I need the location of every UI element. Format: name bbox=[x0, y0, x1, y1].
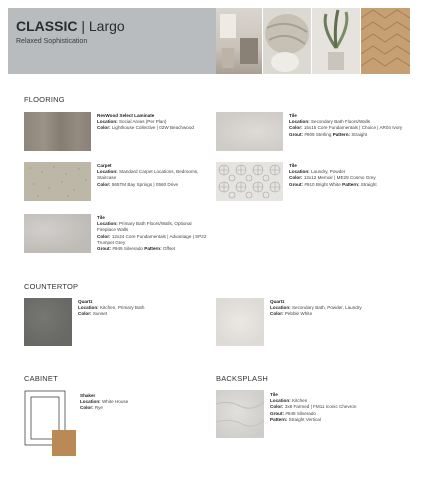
quartz-kitchen-info bbox=[78, 299, 188, 318]
section-title-cabinet: CABINET bbox=[24, 374, 58, 383]
section-title-countertop: COUNTERTOP bbox=[24, 282, 79, 291]
plant-image bbox=[312, 8, 360, 74]
location-key: Location: bbox=[270, 398, 291, 404]
pattern-key: Pattern: bbox=[332, 131, 351, 137]
item-title: Tile bbox=[270, 392, 278, 397]
tile-secondary-info bbox=[289, 113, 409, 138]
color-value: 565TM Bay Springs | 0560 Drive bbox=[111, 181, 179, 187]
location-key: Location: bbox=[289, 119, 310, 125]
tile-primary-info bbox=[97, 215, 209, 252]
brand-name: CLASSIC bbox=[16, 18, 78, 34]
color-key: Color: bbox=[289, 125, 303, 131]
item-title: Carpet bbox=[97, 163, 112, 168]
cabinet-door-swatch bbox=[24, 390, 76, 456]
pillow-photo bbox=[263, 8, 311, 74]
grout-key: Grout: bbox=[97, 246, 112, 252]
color-key: Color: bbox=[97, 233, 111, 239]
location-key: Location: bbox=[289, 169, 310, 175]
tile-laundry-info bbox=[289, 163, 409, 188]
grout-value: #948 Silverado bbox=[285, 410, 316, 416]
patterned-tile-texture bbox=[216, 162, 283, 201]
location-key: Location: bbox=[97, 169, 118, 175]
pattern-value: Straight Vertical bbox=[288, 416, 321, 422]
item-title: Tile bbox=[97, 215, 105, 220]
grout-value: #949 Silverado bbox=[112, 246, 143, 252]
item-title: Tile bbox=[289, 113, 297, 118]
shaker-door-drawing bbox=[24, 390, 76, 456]
location-value: Laundry, Powder bbox=[310, 169, 346, 175]
plant-photo bbox=[312, 8, 360, 74]
carpet-swatch bbox=[24, 162, 91, 201]
color-value: 15x15 Core Fundamentals | Choice | AR04 Ivory bbox=[303, 125, 403, 131]
collection-title bbox=[16, 18, 125, 34]
color-key: Color: bbox=[270, 404, 284, 410]
wood-photo bbox=[361, 8, 410, 74]
item-title: Shaker bbox=[80, 393, 96, 398]
shaker-info bbox=[80, 393, 190, 412]
grout-key: Grout: bbox=[289, 131, 304, 137]
title-separator: | bbox=[81, 18, 85, 34]
item-title: Quartz bbox=[78, 299, 93, 304]
color-value: Rye bbox=[94, 405, 103, 411]
interior-photo bbox=[216, 8, 262, 74]
pattern-value: Offset bbox=[162, 246, 176, 252]
quartz-secondary-info bbox=[270, 299, 400, 318]
color-key: Color: bbox=[289, 175, 303, 181]
section-title-flooring: FLOORING bbox=[24, 95, 65, 104]
room-image bbox=[216, 8, 262, 74]
pillow-image bbox=[263, 8, 311, 74]
tile-secondary-swatch bbox=[216, 112, 283, 151]
herringbone-image bbox=[361, 8, 410, 74]
item-title: Quartz bbox=[270, 299, 285, 304]
color-value: Pebble White bbox=[284, 311, 313, 317]
collection-subtitle: Relaxed Sophistication bbox=[16, 38, 88, 45]
grout-value: #910 Bright White bbox=[304, 181, 341, 187]
tile-primary-swatch bbox=[24, 214, 91, 253]
location-value: White House bbox=[101, 399, 129, 405]
color-key: Color: bbox=[97, 181, 111, 187]
color-key: Color: bbox=[78, 311, 92, 317]
section-title-backsplash: BACKSPLASH bbox=[216, 374, 269, 383]
pattern-value: Straight bbox=[351, 131, 368, 137]
location-value: Kitchen bbox=[291, 398, 308, 404]
grout-value: #909 Sterling bbox=[304, 131, 332, 137]
item-title: RevWood Select Laminate bbox=[97, 113, 155, 118]
location-key: Location: bbox=[97, 119, 118, 125]
pattern-key: Pattern: bbox=[342, 181, 360, 187]
location-key: Location: bbox=[270, 305, 291, 311]
collection-name: Largo bbox=[88, 18, 125, 34]
location-key: Location: bbox=[80, 399, 101, 405]
tile-laundry-swatch bbox=[216, 162, 283, 201]
location-value: Primary Bath Floors/Walls, Optional Fireplace Walls bbox=[97, 221, 192, 233]
color-value: 12x24 Core Fundamentals | Advantage | SP22 Trumpet Grey bbox=[97, 233, 207, 245]
color-value: 3x8 Farmed | FM11 Iconic Chevron bbox=[284, 404, 357, 410]
backsplash-texture bbox=[216, 390, 264, 438]
pattern-value: Straight bbox=[360, 181, 377, 187]
location-value: Kitchen, Primary Bath bbox=[99, 305, 145, 311]
location-key: Location: bbox=[78, 305, 99, 311]
location-value: Secondary Bath, Powder, Laundry bbox=[291, 305, 362, 311]
color-value: Sunset bbox=[92, 311, 108, 317]
quartz-kitchen-swatch bbox=[24, 298, 72, 346]
color-key: Color: bbox=[97, 125, 111, 131]
grout-key: Grout: bbox=[289, 181, 304, 187]
grout-key: Grout: bbox=[270, 410, 285, 416]
location-value: Standard Carpet Locations, Bedrooms, Staircase bbox=[97, 169, 199, 181]
carpet-info bbox=[97, 163, 207, 188]
laminate-info bbox=[97, 113, 207, 132]
color-value: Lighthouse Collective | 02W Beachwood bbox=[111, 125, 194, 131]
laminate-swatch bbox=[24, 112, 91, 151]
color-key: Color: bbox=[270, 311, 284, 317]
quartz-secondary-swatch bbox=[216, 298, 264, 346]
location-key: Location: bbox=[97, 221, 118, 227]
item-title: Tile bbox=[289, 163, 297, 168]
pattern-key: Pattern: bbox=[144, 246, 162, 252]
location-value: Secondary Bath Floors/Walls bbox=[310, 119, 371, 125]
color-key: Color: bbox=[80, 405, 94, 411]
location-value: Social Areas (Per Plan) bbox=[118, 119, 167, 125]
tile-backsplash-info bbox=[270, 392, 400, 423]
pattern-key: Pattern: bbox=[270, 416, 288, 422]
color-value: 12x12 Memoir | ME28 Cosmo Grey bbox=[303, 175, 376, 181]
tile-backsplash-swatch bbox=[216, 390, 264, 438]
carpet-texture bbox=[24, 162, 91, 201]
